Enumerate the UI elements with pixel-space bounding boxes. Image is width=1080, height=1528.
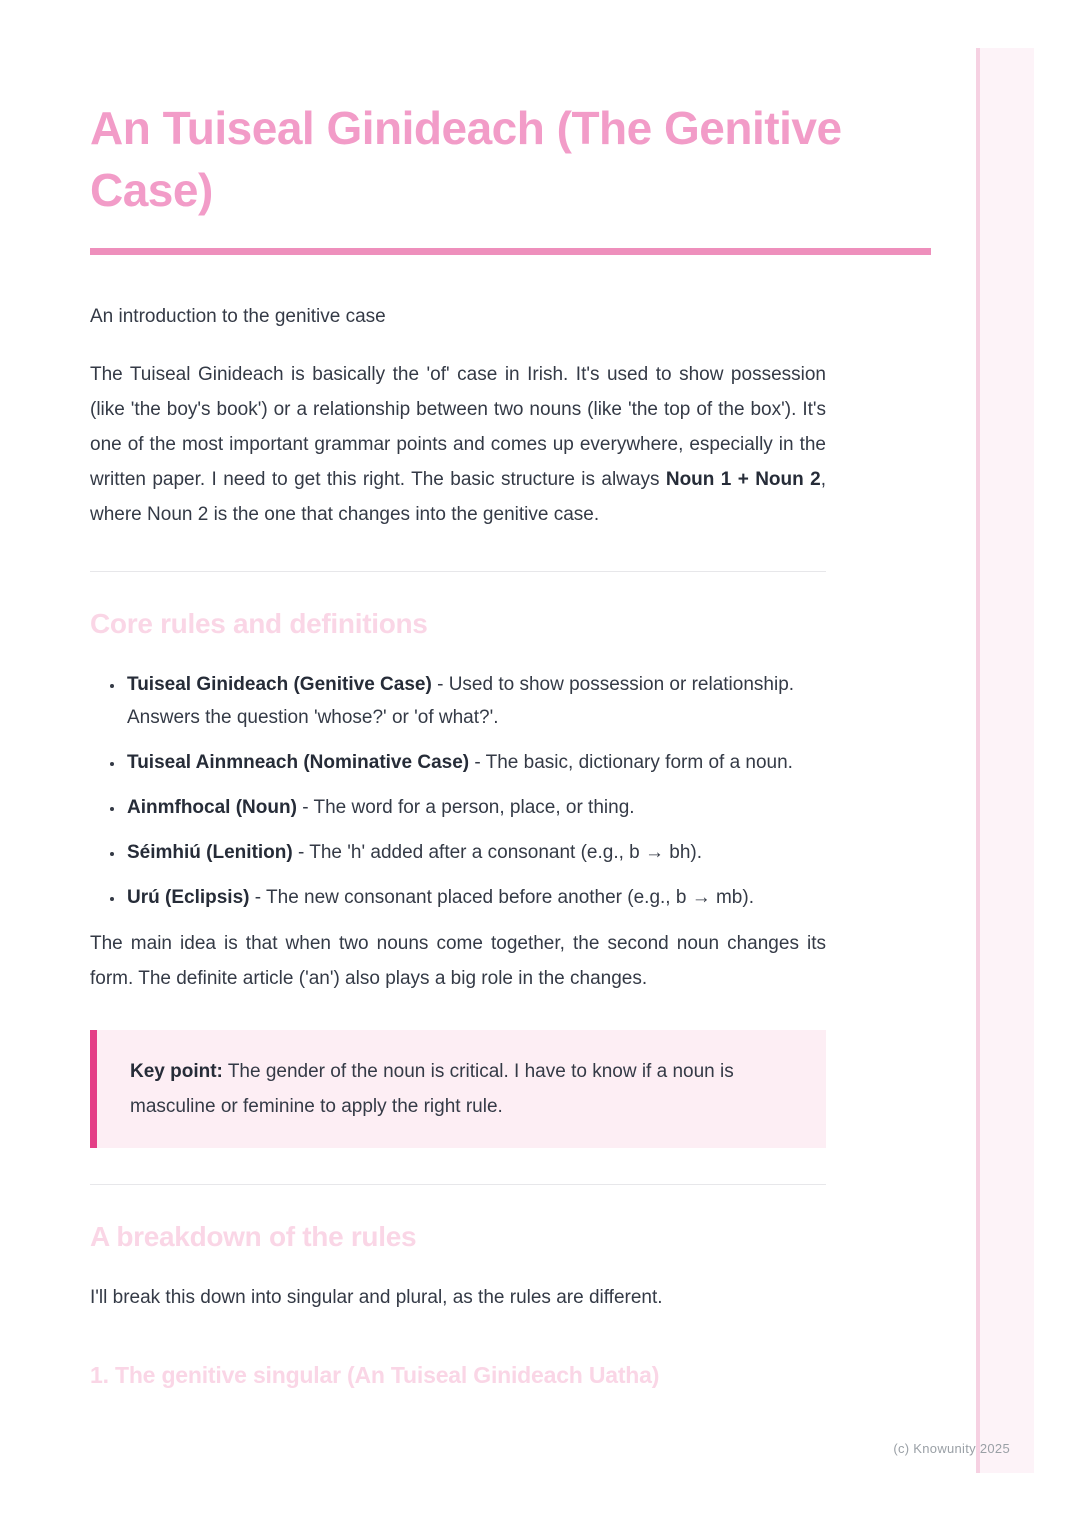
document-content	[90, 0, 842, 1390]
list-item-uru	[125, 881, 826, 914]
definition-text: - The word for a person, place, or thing.	[296, 797, 635, 818]
subsection-heading-genitive-singular: 1. The genitive singular (An Tuiseal Ginideach Uatha)	[90, 1362, 660, 1388]
key-point-callout	[90, 1030, 826, 1148]
title-underline-rule	[90, 248, 931, 255]
definition-text: - The 'h' added after a consonant (e.g., b → bh).	[292, 842, 703, 863]
core-rules-summary: The main idea is that when two nouns come together, the second noun changes its form. The definite article ('an') also plays a big role in the changes.	[90, 933, 826, 989]
definitions-list	[90, 668, 826, 914]
intro-paragraph	[90, 357, 826, 532]
section-divider	[90, 571, 826, 572]
side-stripe-decoration	[976, 48, 1034, 1473]
intro-paragraph-text: The Tuiseal Ginideach is basically the 'of' case in Irish. It's used to show possession (like 'the boy's book') or a relationship between two nouns (like 'the top of the box'). It's one of the most important grammar points and comes up everywhere, especially in the written paper. I need to get this right. The basic structure is always	[90, 364, 826, 490]
key-point-paragraph	[130, 1054, 796, 1124]
definition-text: - Used to show possession or relationship. Answers the question 'whose?' or 'of what?'.	[127, 674, 795, 728]
copyright-footer: (c) Knowunity 2025	[893, 1441, 1010, 1456]
list-item-tuiseal-ainmneach	[125, 746, 826, 779]
page-title: An Tuiseal Ginideach (The Genitive Case)	[90, 102, 842, 216]
list-item-tuiseal-ginideach	[125, 668, 826, 734]
definition-term: Tuiseal Ginideach (Genitive Case)	[127, 674, 432, 695]
key-point-label: Key point:	[130, 1061, 223, 1082]
section-heading-breakdown: A breakdown of the rules	[90, 1221, 417, 1252]
section-divider	[90, 1184, 826, 1185]
definition-text: - The new consonant placed before another (e.g., b → mb).	[249, 887, 754, 908]
definition-text: - The basic, dictionary form of a noun.	[469, 752, 793, 773]
definition-term: Séimhiú (Lenition)	[127, 842, 293, 863]
key-point-text: The gender of the noun is critical. I have to know if a noun is masculine or feminine to apply the right rule.	[130, 1061, 734, 1117]
intro-paragraph-text-end: , where Noun 2 is the one that changes into the genitive case.	[90, 469, 826, 525]
definition-term: Ainmfhocal (Noun)	[127, 797, 297, 818]
breakdown-intro: I'll break this down into singular and plural, as the rules are different.	[90, 1287, 663, 1308]
intro-lead: An introduction to the genitive case	[90, 306, 386, 327]
list-item-seimhiu	[125, 836, 826, 869]
intro-paragraph-bold: Noun 1 + Noun 2	[665, 469, 821, 490]
definition-term: Tuiseal Ainmneach (Nominative Case)	[127, 752, 470, 773]
section-heading-core-rules: Core rules and definitions	[90, 608, 428, 639]
list-item-ainmfhocal	[125, 791, 826, 824]
definition-term: Urú (Eclipsis)	[127, 887, 250, 908]
